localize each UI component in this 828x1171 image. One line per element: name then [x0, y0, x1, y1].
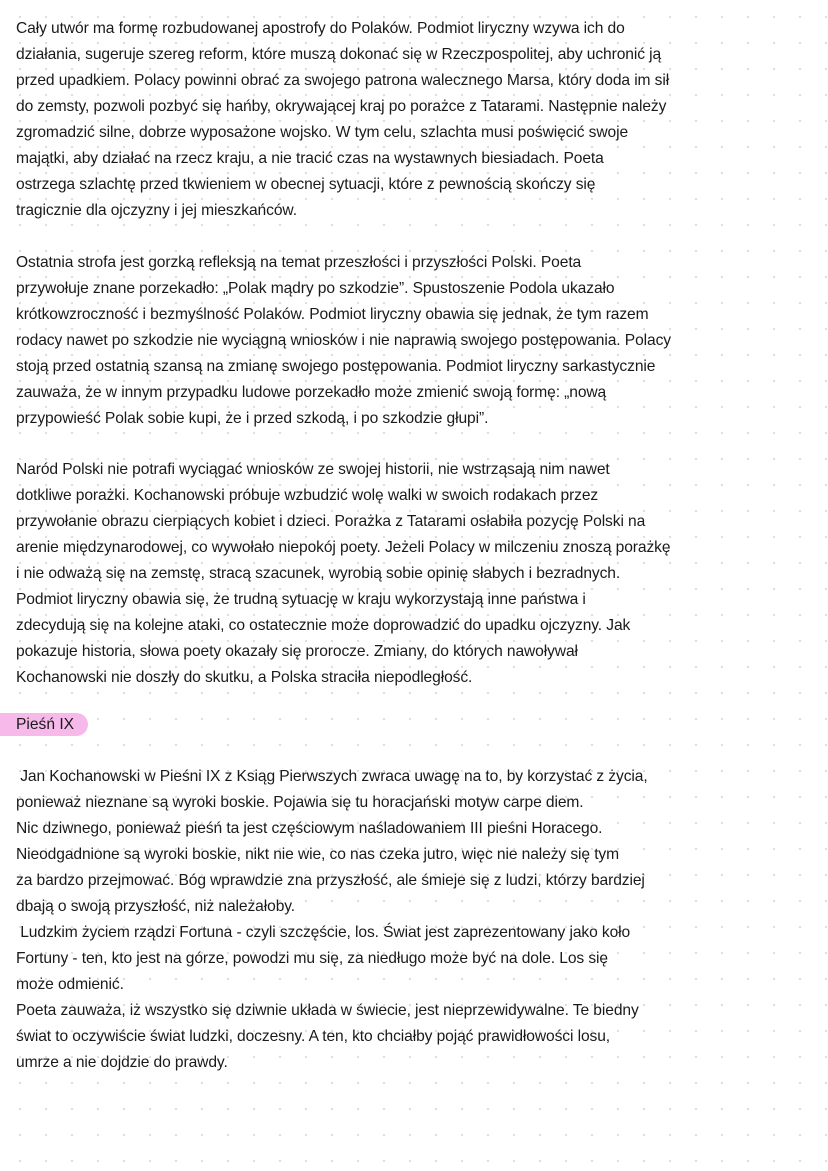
text-line: do zemsty, pozwoli pozbyć się hańby, okrywającej kraj po porażce z Tatarami. Następnie należy — [16, 98, 667, 115]
text-line: dbają o swoją przyszłość, niż należałoby. — [16, 898, 296, 915]
text-line: przywołanie obrazu cierpiących kobiet i dzieci. Porażka z Tatarami osłabiła pozycję Polski na — [16, 513, 646, 530]
text-line: Fortuny - ten, kto jest na górze, powodzi mu się, za niedługo może być na dole. Los się — [16, 950, 608, 967]
paragraph-last-stanza — [16, 250, 671, 432]
text-line: rodacy nawet po szkodzie nie wyciągną wniosków i nie naprawią swojego postępowania. Polacy — [16, 332, 671, 349]
text-line: stoją przed ostatnią szansą na zmianę swojego postępowania. Podmiot liryczny sarkastycznie — [16, 358, 656, 375]
text-line: tragicznie dla ojczyzny i jej mieszkańców. — [16, 202, 297, 219]
text-line: Kochanowski nie doszły do skutku, a Polska straciła niepodległość. — [16, 669, 473, 686]
text-line: zdecydują się na kolejne ataki, co ostatecznie może doprowadzić do upadku ojczyzny. Jak — [16, 617, 631, 634]
text-line: dotkliwe porażki. Kochanowski próbuje wzbudzić wolę walki w swoich rodakach przez — [16, 487, 599, 504]
text-line: zgromadzić silne, dobrze wyposażone wojsko. W tym celu, szlachta musi poświęcić swoje — [16, 124, 629, 141]
text-line: umrze a nie dojdzie do prawdy. — [16, 1054, 228, 1071]
paragraph-nation — [16, 457, 670, 691]
text-line: ponieważ nieznane są wyroki boskie. Pojawia się tu horacjański motyw carpe diem. — [16, 794, 584, 811]
text-line: Naród Polski nie potrafi wyciągać wniosków ze swojej historii, nie wstrząsają nim nawet — [16, 461, 610, 478]
section-heading-piesn-ix: Pieśń IX — [0, 713, 88, 736]
text-line: krótkowzroczność i bezmyślność Polaków. Podmiot liryczny obawia się jednak, że tym razem — [16, 306, 649, 323]
text-line: przywołuje znane porzekadło: „Polak mądry po szkodzie”. Spustoszenie Podola ukazało — [16, 280, 615, 297]
text-line: Poeta zauważa, iż wszystko się dziwnie układa w świecie, jest nieprzewidywalne. Te biedny — [16, 1002, 639, 1019]
text-line: pokazuje historia, słowa poety okazały się prorocze. Zmiany, do których nawoływał — [16, 643, 578, 660]
text-line: ostrzega szlachtę przed tkwieniem w obecnej sytuacji, które z pewnością skończy się — [16, 176, 596, 193]
text-line: Ludzkim życiem rządzi Fortuna - czyli szczęście, los. Świat jest zaprezentowany jako koło — [16, 924, 631, 941]
text-line: Nic dziwnego, ponieważ pieśń ta jest częściowym naśladowaniem III pieśni Horacego. — [16, 820, 603, 837]
text-line: może odmienić. — [16, 976, 124, 993]
text-line: przed upadkiem. Polacy powinni obrać za swojego patrona walecznego Marsa, który doda im sił — [16, 72, 670, 89]
text-line: i nie odważą się na zemstę, stracą szacunek, wyrobią sobie opinię słabych i bezradnych. — [16, 565, 621, 582]
text-line: Nieodgadnione są wyroki boskie, nikt nie wie, co nas czeka jutro, więc nie należy się tym — [16, 846, 620, 863]
text-line: za bardzo przejmować. Bóg wprawdzie zna przyszłość, ale śmieje się z ludzi, którzy bardziej — [16, 872, 645, 889]
text-line: Jan Kochanowski w Pieśni IX z Ksiąg Pierwszych zwraca uwagę na to, by korzystać z życia, — [16, 768, 648, 785]
text-line: działania, sugeruje szereg reform, które muszą dokonać się w Rzeczpospolitej, aby uchronić ją — [16, 46, 662, 63]
text-line: przypowieść Polak sobie kupi, że i przed szkodą, i po szkodzie głupi”. — [16, 410, 489, 427]
text-line: arenie międzynarodowej, co wywołało niepokój poety. Jeżeli Polacy w milczeniu znoszą porażkę — [16, 539, 671, 556]
paragraph-apostrophe — [16, 16, 669, 224]
text-line: Ostatnia strofa jest gorzką refleksją na temat przeszłości i przyszłości Polski. Poeta — [16, 254, 582, 271]
text-line: Cały utwór ma formę rozbudowanej apostrofy do Polaków. Podmiot liryczny wzywa ich do — [16, 20, 625, 37]
text-line: majątki, aby działać na rzecz kraju, a nie tracić czas na wystawnych biesiadach. Poeta — [16, 150, 604, 167]
text-line: Podmiot liryczny obawia się, że trudną sytuację w kraju wykorzystają inne państwa i — [16, 591, 586, 608]
text-line: zauważa, że w innym przypadku ludowe porzekadło może zmienić swoją formę: „nową — [16, 384, 607, 401]
text-line: świat to oczywiście świat ludzki, doczesny. A ten, kto chciałby pojąć prawidłowości losu, — [16, 1028, 611, 1045]
paragraph-piesn-ix — [16, 764, 648, 1076]
